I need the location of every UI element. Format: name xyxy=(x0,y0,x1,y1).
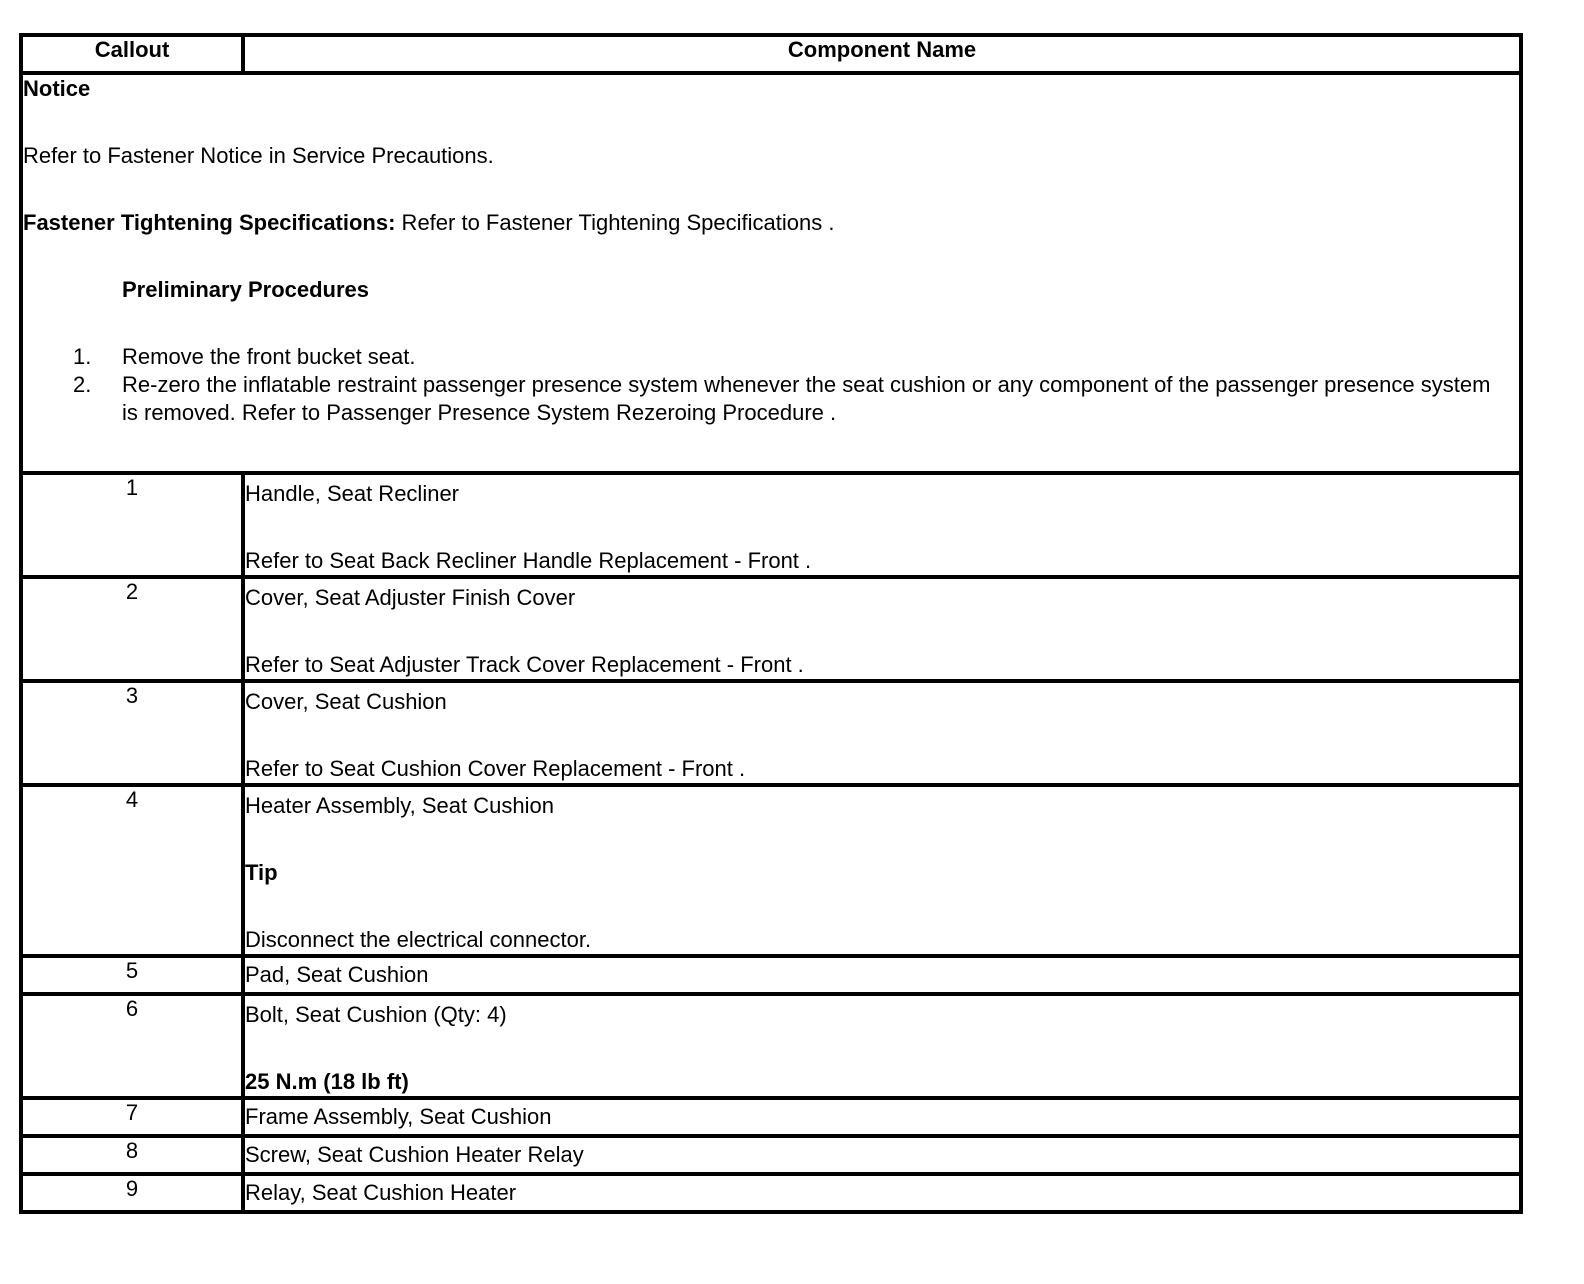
component-name: Screw, Seat Cushion Heater Relay xyxy=(243,1136,1521,1174)
component-cell xyxy=(243,577,1521,681)
table-row xyxy=(21,956,1521,994)
callout-cell: 1 xyxy=(21,473,243,577)
list-item xyxy=(23,371,1491,427)
table-row xyxy=(21,577,1521,681)
component-name: Bolt, Seat Cushion (Qty: 4) xyxy=(245,1002,507,1027)
tip-text: Disconnect the electrical connector. xyxy=(245,927,592,952)
table-row xyxy=(21,681,1521,785)
component-name: Frame Assembly, Seat Cushion xyxy=(243,1098,1521,1136)
component-reference-link[interactable]: Refer to Seat Back Recliner Handle Replacement - Front . xyxy=(245,548,812,573)
callout-cell: 5 xyxy=(21,956,243,994)
table-row xyxy=(21,994,1521,1098)
component-name: Handle, Seat Recliner xyxy=(245,481,460,506)
step-number: 1. xyxy=(73,344,92,369)
fastener-spec-link[interactable]: Refer to Fastener Tightening Specifications . xyxy=(395,210,835,235)
callout-cell: 7 xyxy=(21,1098,243,1136)
component-cell xyxy=(243,785,1521,956)
torque-spec: 25 N.m (18 lb ft) xyxy=(245,1069,409,1094)
component-cell xyxy=(243,473,1521,577)
component-reference-link[interactable]: Refer to Seat Cushion Cover Replacement - Front . xyxy=(245,756,746,781)
component-name: Cover, Seat Adjuster Finish Cover xyxy=(245,585,576,610)
component-cell xyxy=(243,994,1521,1098)
component-name: Heater Assembly, Seat Cushion xyxy=(245,793,554,818)
component-name: Relay, Seat Cushion Heater xyxy=(243,1174,1521,1212)
component-reference-link[interactable]: Refer to Seat Adjuster Track Cover Replacement - Front . xyxy=(245,652,804,677)
notice-cell xyxy=(21,73,1521,473)
list-item xyxy=(23,343,1491,371)
component-name: Cover, Seat Cushion xyxy=(245,689,447,714)
table-row xyxy=(21,1136,1521,1174)
table-row xyxy=(21,1098,1521,1136)
callout-cell: 3 xyxy=(21,681,243,785)
callout-cell: 9 xyxy=(21,1174,243,1212)
table-row xyxy=(21,1174,1521,1212)
step-text: Re-zero the inflatable restraint passenger presence system whenever the seat cushion or any component of the passenger presence system is removed. Refer to Passenger Presence System Rezeroing Procedure . xyxy=(122,372,1491,425)
component-table xyxy=(19,33,1523,1214)
callout-cell: 8 xyxy=(21,1136,243,1174)
table-row xyxy=(21,785,1521,956)
component-cell xyxy=(243,681,1521,785)
table-header-row xyxy=(21,35,1521,73)
preliminary-procedures-title: Preliminary Procedures xyxy=(122,277,370,302)
notice-row xyxy=(21,73,1521,473)
notice-title: Notice xyxy=(23,76,91,101)
step-number: 2. xyxy=(73,372,92,397)
callout-cell: 4 xyxy=(21,785,243,956)
callout-cell: 6 xyxy=(21,994,243,1098)
fastener-spec-line xyxy=(23,209,1519,236)
fastener-spec-label: Fastener Tightening Specifications: xyxy=(23,210,396,235)
component-name-header: Component Name xyxy=(243,35,1521,73)
step-text: Remove the front bucket seat. xyxy=(122,344,416,369)
table-row xyxy=(21,473,1521,577)
tip-label: Tip xyxy=(245,860,278,885)
callout-header: Callout xyxy=(21,35,243,73)
preliminary-steps-list xyxy=(23,343,1519,427)
notice-text: Refer to Fastener Notice in Service Precautions. xyxy=(23,143,494,168)
component-name: Pad, Seat Cushion xyxy=(243,956,1521,994)
callout-cell: 2 xyxy=(21,577,243,681)
